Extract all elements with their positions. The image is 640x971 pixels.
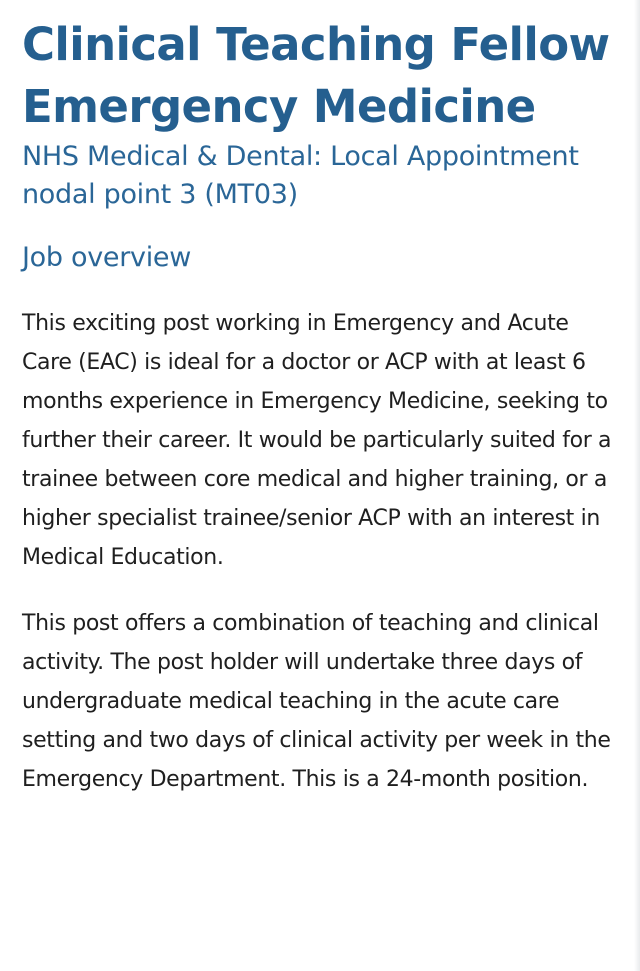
screen-edge-shadow	[634, 0, 640, 971]
job-overview-paragraph-1: This exciting post working in Emergency and Acute Care (EAC) is ideal for a doctor or ACP with at least 6 months experience in Emergency Medicine, seeking to further their career. It would be particularly suited for a trainee between core medical and higher training, or a higher specialist trainee/senior ACP with an interest in Medical Education.	[22, 311, 612, 570]
job-title: Clinical Teaching Fellow Emergency Medicine	[22, 18, 610, 133]
job-overview-paragraph-2: This post offers a combination of teaching and clinical activity. The post holder will undertake three days of undergraduate medical teaching in the acute care setting and two days of clinical activity per week in the Emergency Department. This is a 24-month position.	[22, 611, 611, 792]
job-overview-heading: Job overview	[22, 242, 191, 273]
job-content	[22, 14, 622, 799]
pay-scale-subtitle: NHS Medical & Dental: Local Appointment nodal point 3 (MT03)	[22, 141, 579, 210]
